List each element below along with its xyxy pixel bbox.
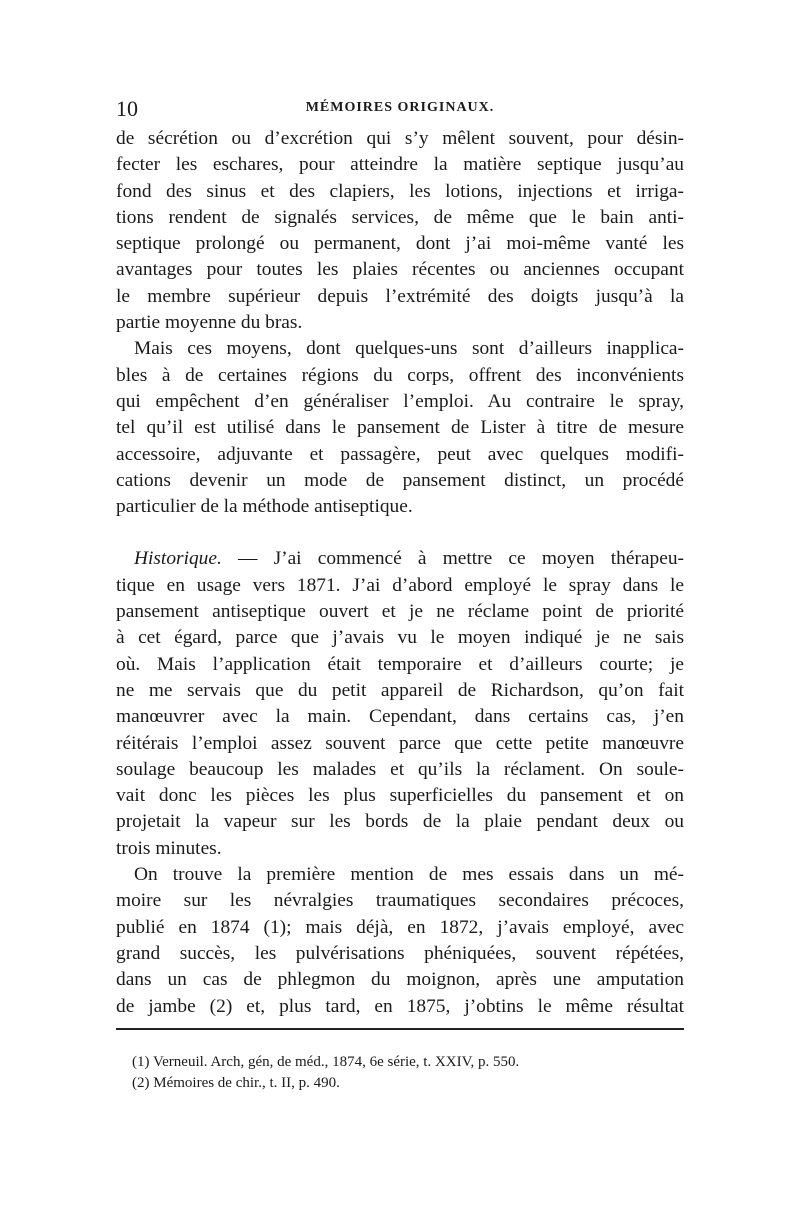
text-line: moire sur les névralgies traumatiques secondaires précoces, bbox=[116, 890, 684, 912]
text-line: fond des sinus et des clapiers, les lotions, injections et irriga- bbox=[116, 180, 684, 202]
text-line: partie moyenne du bras. bbox=[116, 312, 303, 334]
text-line: septique prolongé ou permanent, dont j’ai moi-même vanté les bbox=[116, 233, 684, 255]
paragraph-4 bbox=[116, 862, 684, 1020]
book-page bbox=[116, 96, 684, 1094]
text-line: trois minutes. bbox=[116, 837, 222, 859]
text-line: fecter les eschares, pour atteindre la matière septique jusqu’au bbox=[116, 154, 684, 176]
text-line: ne me servais que du petit appareil de Richardson, qu’on fait bbox=[116, 679, 684, 701]
text-line: projetait la vapeur sur les bords de la plaie pendant deux ou bbox=[116, 811, 684, 833]
text-line: à cet égard, parce que j’avais vu le moyen indiqué je ne sais bbox=[116, 627, 684, 649]
text-line: avantages pour toutes les plaies récentes ou anciennes occupant bbox=[116, 259, 684, 281]
paragraph-historique bbox=[116, 546, 684, 862]
text-line: soulage beaucoup les malades et qu’ils la réclament. On soule- bbox=[116, 758, 684, 780]
text-line: tel qu’il est utilisé dans le pansement de Lister à titre de mesure bbox=[116, 417, 684, 439]
footnote-1: (1) Verneuil. Arch, gén, de méd., 1874, 6e série, t. XXIV, p. 550. bbox=[132, 1053, 520, 1070]
text-line bbox=[116, 546, 684, 572]
text-line: grand succès, les pulvérisations phéniquées, souvent répétées, bbox=[116, 942, 684, 964]
section-heading: Historique. bbox=[134, 548, 222, 570]
text-line: tions rendent de signalés services, de même que le bain anti- bbox=[116, 206, 684, 228]
text-line: publié en 1874 (1); mais déjà, en 1872, j’avais employé, avec bbox=[116, 916, 684, 938]
text-line: On trouve la première mention de mes essais dans un mé- bbox=[134, 864, 684, 886]
text-line: qui empêchent d’en généraliser l’emploi. Au contraire le spray, bbox=[116, 390, 684, 412]
text-line: cations devenir un mode de pansement distinct, un procédé bbox=[116, 469, 684, 491]
text-line: accessoire, adjuvante et passagère, peut avec quelques modifi- bbox=[116, 443, 684, 465]
text-line: Mais ces moyens, dont quelques-uns sont d’ailleurs inapplica- bbox=[134, 338, 684, 360]
heading-line-rest: — J’ai commencé à mettre ce moyen thérapeu- bbox=[221, 548, 684, 570]
text-line: particulier de la méthode antiseptique. bbox=[116, 496, 413, 518]
footnotes bbox=[116, 1052, 684, 1094]
paragraph-1 bbox=[116, 126, 684, 336]
page-number: 10 bbox=[116, 96, 138, 121]
text-line: pansement antiseptique ouvert et je ne réclame point de priorité bbox=[116, 601, 684, 623]
text-line: de sécrétion ou d’excrétion qui s’y mêlent souvent, pour désin- bbox=[116, 128, 684, 149]
paragraph-gap bbox=[116, 520, 684, 546]
text-line: réitérais l’emploi assez souvent parce que cette petite manœuvre bbox=[116, 732, 684, 754]
paragraph-2 bbox=[116, 336, 684, 520]
running-title: MÉMOIRES ORIGINAUX. bbox=[305, 100, 495, 115]
text-line: où. Mais l’application était temporaire et d’ailleurs courte; je bbox=[116, 653, 684, 675]
body-text bbox=[116, 126, 684, 1020]
text-line: de jambe (2) et, plus tard, en 1875, j’obtins le même résultat bbox=[116, 995, 684, 1017]
text-line: dans un cas de phlegmon du moignon, après une amputation bbox=[116, 969, 684, 991]
footnote-2: (2) Mémoires de chir., t. II, p. 490. bbox=[132, 1074, 340, 1091]
text-line: le membre supérieur depuis l’extrémité des doigts jusqu’à la bbox=[116, 285, 684, 307]
text-line: bles à de certaines régions du corps, offrent des inconvénients bbox=[116, 364, 684, 386]
text-line: manœuvrer avec la main. Cependant, dans certains cas, j’en bbox=[116, 706, 684, 728]
text-line: vait donc les pièces les plus superficielles du pansement et on bbox=[116, 785, 684, 807]
text-line: tique en usage vers 1871. J’ai d’abord employé le spray dans le bbox=[116, 574, 684, 596]
running-head bbox=[116, 96, 684, 126]
footnote-rule bbox=[116, 1028, 684, 1030]
